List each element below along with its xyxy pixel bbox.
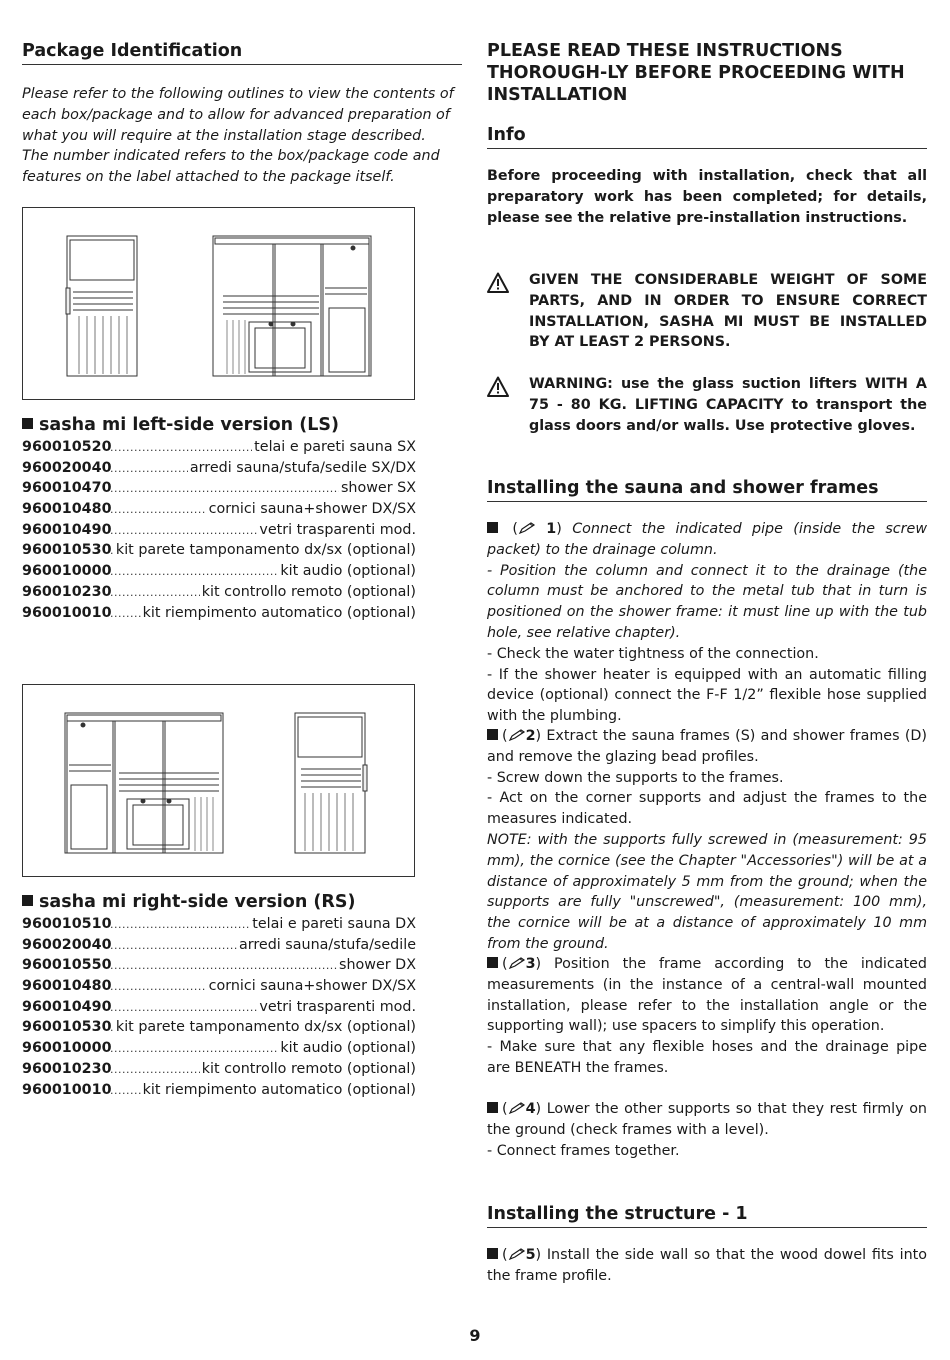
- package-description: cornici sauna+shower DX/SX: [208, 978, 416, 995]
- step-3: [487, 954, 927, 1079]
- package-description: telai e pareti sauna SX: [254, 439, 416, 455]
- package-code: 960010550: [22, 957, 112, 974]
- package-code: 960010530: [22, 542, 112, 559]
- black-square-icon: [487, 957, 498, 968]
- ls-sauna-drawing: [23, 208, 414, 399]
- list-item: [22, 603, 416, 624]
- list-item: [22, 499, 416, 520]
- rs-sauna-drawing: [23, 685, 414, 876]
- list-item: [22, 935, 416, 956]
- ls-version-title-text: sasha mi left-side version (LS): [39, 415, 339, 435]
- step-2: [487, 726, 927, 955]
- package-description: shower SX: [340, 480, 416, 497]
- step-1-italic: - Position the column and connect it to the drainage (the column must be anchored to the metal tub that in turn is positioned on the shower frame: it must line up with the tub hole, see relative chapter).: [487, 562, 927, 641]
- package-code: 960010490: [22, 521, 112, 538]
- package-code: 960010010: [22, 1081, 112, 1098]
- package-description: kit riempimento automatico (optional): [142, 604, 416, 621]
- warning-weight-text: GIVEN THE CONSIDERABLE WEIGHT OF SOME PARTS, AND IN ORDER TO ENSURE CORRECT INSTALLATION, SASHA MI MUST BE INSTALLED BY AT LEAST 2 PERSONS.: [529, 272, 927, 351]
- black-square-icon: [22, 418, 33, 429]
- list-item: [22, 976, 416, 997]
- step-1-lead: Connect the indicated pipe (inside the screw packet) to the drainage column.: [487, 521, 928, 558]
- step-1-line: - Check the water tightness of the connection.: [487, 645, 819, 662]
- package-identification-heading: Package Identification: [22, 40, 462, 65]
- package-code: 960010230: [22, 1060, 112, 1077]
- list-item: [22, 582, 416, 603]
- list-item: [22, 1059, 416, 1080]
- package-code: 960010230: [22, 583, 112, 600]
- pencil-icon: [518, 522, 536, 534]
- step-2-line: - Act on the corner supports and adjust the frames to the measures indicated.: [487, 790, 927, 828]
- pencil-icon: [508, 1102, 526, 1114]
- rs-version-title: [22, 891, 355, 913]
- package-description: kit riempimento automatico (optional): [142, 1081, 416, 1098]
- list-item: [22, 914, 416, 935]
- black-square-icon: [487, 1102, 498, 1113]
- package-description: telai e pareti sauna DX: [252, 916, 416, 932]
- package-description: kit parete tamponamento dx/sx (optional): [115, 542, 416, 559]
- intro-paragraph-2: The number indicated refers to the box/package code and features on the label attached to the package itself.: [22, 148, 440, 186]
- step-2-line: - Screw down the supports to the frames.: [487, 769, 784, 786]
- step-open-paren: (: [502, 1247, 508, 1263]
- step-4: [487, 1099, 927, 1161]
- step-2-lead: Extract the sauna frames (S) and shower frames (D) and remove the glazing bead profiles.: [487, 728, 927, 765]
- step-open-paren: (: [512, 521, 518, 537]
- step-5-lead: Install the side wall so that the wood dowel fits into the frame profile.: [487, 1247, 927, 1284]
- package-description: kit controllo remoto (optional): [201, 1060, 416, 1077]
- package-code: 960020040: [22, 936, 112, 953]
- warning-triangle-icon: [487, 272, 509, 294]
- package-description: vetri trasparenti mod.: [259, 521, 416, 538]
- step-1-line: - If the shower heater is equipped with an automatic filling device (optional) connect the F-F 1/2” flexible hose supplied with the plumbing.: [487, 666, 927, 725]
- list-item: [22, 997, 416, 1018]
- list-item: [22, 1080, 416, 1101]
- rs-drawing-box: [22, 684, 415, 877]
- warning-suction-lifters: [487, 374, 927, 436]
- package-code: 960020040: [22, 459, 112, 476]
- page-number: 9: [469, 1326, 481, 1345]
- step-open-paren: (: [502, 728, 508, 744]
- step-number: 2: [525, 728, 536, 744]
- package-code: 960010000: [22, 1040, 112, 1057]
- step-3-lead: Position the frame according to the indicated measurements (in the instance of a central-wall mounted installation, please refer to the installation angle or the supporting wall); use spacers to simplify this operation.: [487, 956, 927, 1035]
- step-number: 4: [525, 1101, 536, 1117]
- package-description: kit parete tamponamento dx/sx (optional): [115, 1019, 416, 1036]
- list-item: [22, 540, 416, 561]
- info-text: Before proceeding with installation, check that all preparatory work has been completed; for details, please see the relative pre-installation instructions.: [487, 168, 927, 226]
- package-description: kit audio (optional): [280, 1040, 416, 1057]
- package-code: 960010010: [22, 604, 112, 621]
- list-item: [22, 437, 416, 458]
- step-4-line: - Connect frames together.: [487, 1142, 680, 1159]
- step-open-paren: (: [502, 956, 508, 972]
- package-code: 960010000: [22, 563, 112, 580]
- package-description: vetri trasparenti mod.: [259, 998, 416, 1015]
- package-code: 960010530: [22, 1019, 112, 1036]
- pencil-icon: [508, 729, 526, 741]
- package-description: shower DX: [339, 957, 416, 974]
- step-close-paren: ): [535, 1247, 542, 1263]
- package-description: kit audio (optional): [280, 563, 416, 580]
- rs-version-title-text: sasha mi right-side version (RS): [39, 892, 356, 912]
- step-close-paren: ): [535, 728, 542, 744]
- package-code: 960010480: [22, 978, 112, 995]
- step-5: [487, 1245, 927, 1287]
- list-item: [22, 1038, 416, 1059]
- step-number: 3: [525, 956, 536, 972]
- ls-package-list: [22, 437, 416, 623]
- step-close-paren: ): [535, 956, 542, 972]
- package-description: arredi sauna/stufa/sedile SX/DX: [189, 459, 416, 476]
- package-description: arredi sauna/stufa/sedile: [238, 936, 416, 953]
- warning-weight: [487, 270, 927, 353]
- step-2-note: NOTE: with the supports fully screwed in (measurement: 95 mm), the cornice (see the Chapter "Accessories") will be at a distance of approximately 5 mm from the ground; when the supports are fully "unscrewed", (measurement: 100 mm), the cornice will be at a distance of approximately 10 mm from the ground.: [487, 831, 927, 952]
- list-item: [22, 458, 416, 479]
- step-3-line: - Make sure that any flexible hoses and the drainage pipe are BENEATH the frames.: [487, 1039, 927, 1076]
- step-1: [487, 519, 927, 727]
- black-square-icon: [487, 729, 498, 740]
- step-open-paren: (: [502, 1101, 508, 1117]
- black-square-icon: [487, 522, 498, 533]
- step-close-paren: ): [535, 1101, 542, 1117]
- step-number: 5: [525, 1247, 536, 1263]
- package-code: 960010480: [22, 501, 112, 518]
- intro-text: [22, 84, 462, 188]
- rs-package-list: [22, 914, 416, 1100]
- step-number: 1: [546, 521, 557, 537]
- warning-triangle-icon: [487, 376, 509, 398]
- intro-paragraph-1: Please refer to the following outlines to view the contents of each box/package and to allow for advanced preparation of what you will require at the installation stage described.: [22, 86, 454, 144]
- info-heading: Info: [487, 124, 927, 149]
- frames-heading: Installing the sauna and shower frames: [487, 477, 927, 502]
- structure-heading: Installing the structure - 1: [487, 1203, 927, 1228]
- package-description: cornici sauna+shower DX/SX: [208, 501, 416, 518]
- pencil-icon: [508, 957, 526, 969]
- list-item: [22, 1017, 416, 1038]
- black-square-icon: [487, 1248, 498, 1259]
- package-code: 960010510: [22, 916, 112, 932]
- ls-version-title: [22, 414, 339, 436]
- read-instructions-banner: PLEASE READ THESE INSTRUCTIONS THOROUGH-LY BEFORE PROCEEDING WITH INSTALLATION: [487, 41, 905, 105]
- list-item: [22, 520, 416, 541]
- package-code: 960010490: [22, 998, 112, 1015]
- ls-drawing-box: [22, 207, 415, 400]
- list-item: [22, 561, 416, 582]
- step-4-lead: Lower the other supports so that they rest firmly on the ground (check frames with a level).: [487, 1101, 927, 1138]
- list-item: [22, 955, 416, 976]
- pencil-icon: [508, 1248, 526, 1260]
- list-item: [22, 478, 416, 499]
- package-description: kit controllo remoto (optional): [201, 583, 416, 600]
- package-code: 960010470: [22, 480, 112, 497]
- black-square-icon: [22, 895, 33, 906]
- package-code: 960010520: [22, 439, 112, 455]
- step-close-paren: ): [556, 521, 562, 537]
- warning-suction-lifters-text: WARNING: use the glass suction lifters WITH A 75 - 80 KG. LIFTING CAPACITY to transport the glass doors and/or walls. Use protective gloves.: [529, 376, 927, 434]
